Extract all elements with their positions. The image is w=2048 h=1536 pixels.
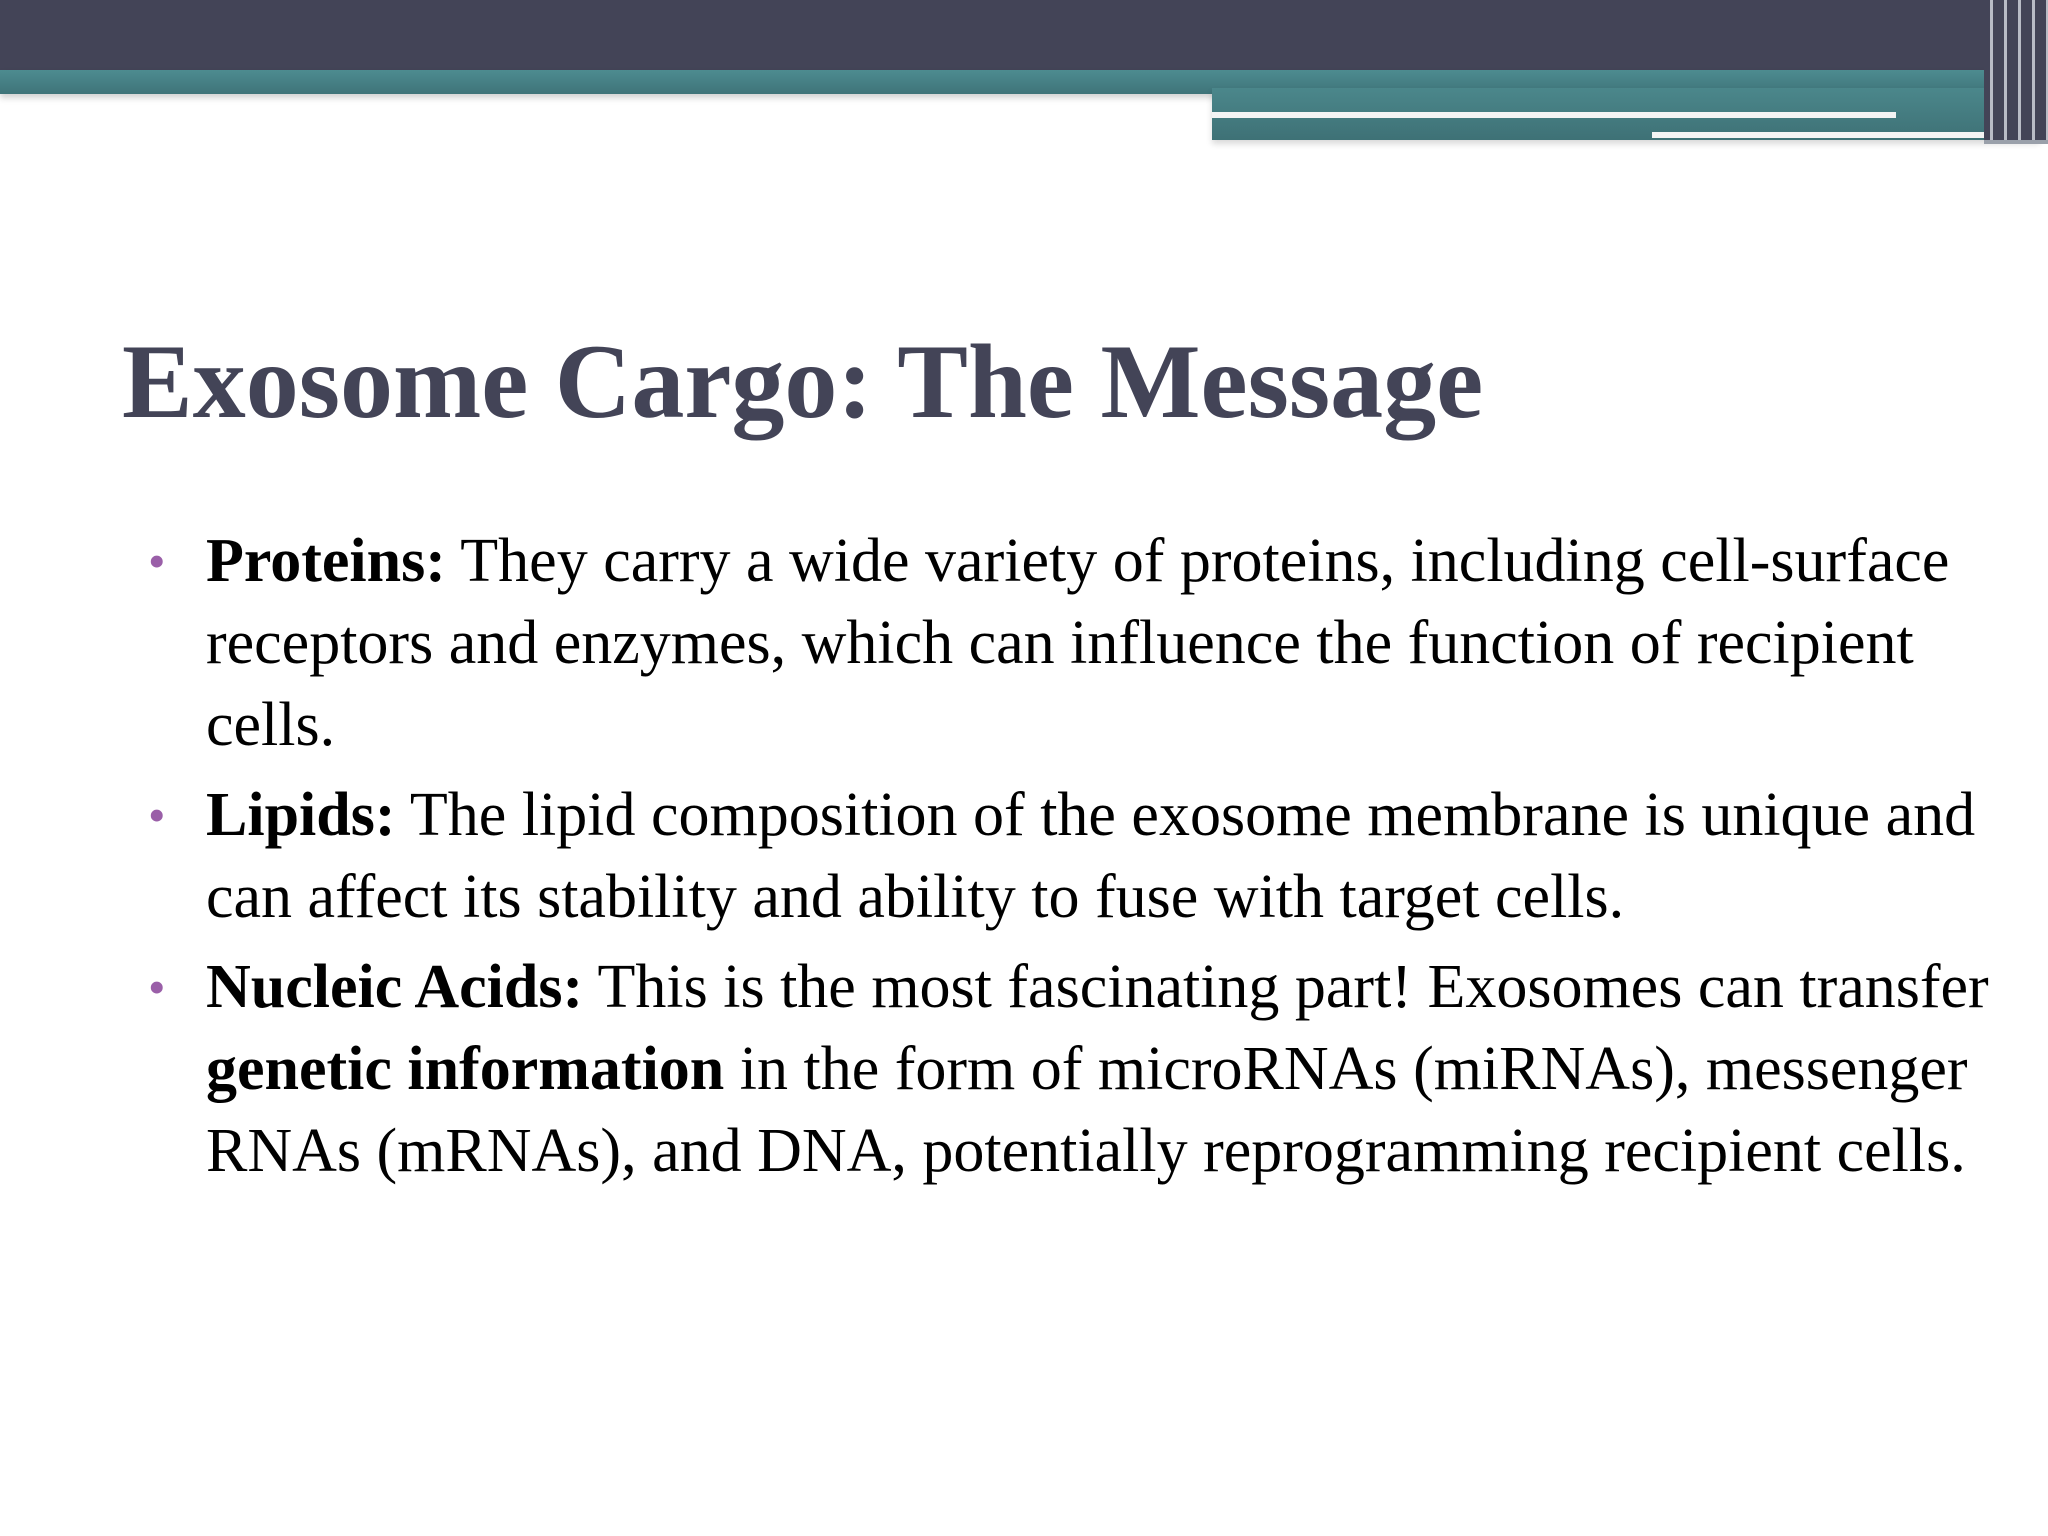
bullet-term: Lipids:	[206, 781, 396, 849]
bullet-term: Nucleic Acids:	[206, 953, 584, 1021]
bullet-item-proteins	[148, 520, 2028, 766]
header-accent-line	[1212, 112, 1896, 118]
header-dark-band	[0, 0, 2048, 70]
bullet-text: They carry a wide variety of proteins, including cell-surface receptors and enzymes, which can influence the function of recipient cells.	[206, 527, 1950, 759]
bullet-term: Proteins:	[206, 527, 446, 595]
bullet-item-nucleic-acids	[148, 946, 2028, 1192]
bullet-icon: •	[148, 533, 166, 589]
bullet-icon: •	[148, 787, 166, 843]
header-right-stripes	[1984, 0, 2048, 140]
slide-title: Exosome Cargo: The Message	[122, 323, 1484, 440]
bullet-emphasis: genetic information	[206, 1035, 725, 1103]
bullet-text: This is the most fascinating part! Exosomes can transfer	[583, 953, 1989, 1021]
header-accent-line	[1652, 132, 2008, 138]
bullet-text: The lipid composition of the exosome membrane is unique and can affect its stability and ability to fuse with target cells.	[206, 781, 1976, 931]
bullet-text: in the form of microRNAs (miRNAs), messenger RNAs (mRNAs), and DNA, potentially reprogramming recipient cells.	[206, 1035, 1968, 1185]
bullet-item-lipids	[148, 774, 2028, 938]
bullet-list	[148, 520, 2028, 1200]
header-right-stripes-edge	[1984, 140, 2048, 144]
bullet-icon: •	[148, 959, 166, 1015]
